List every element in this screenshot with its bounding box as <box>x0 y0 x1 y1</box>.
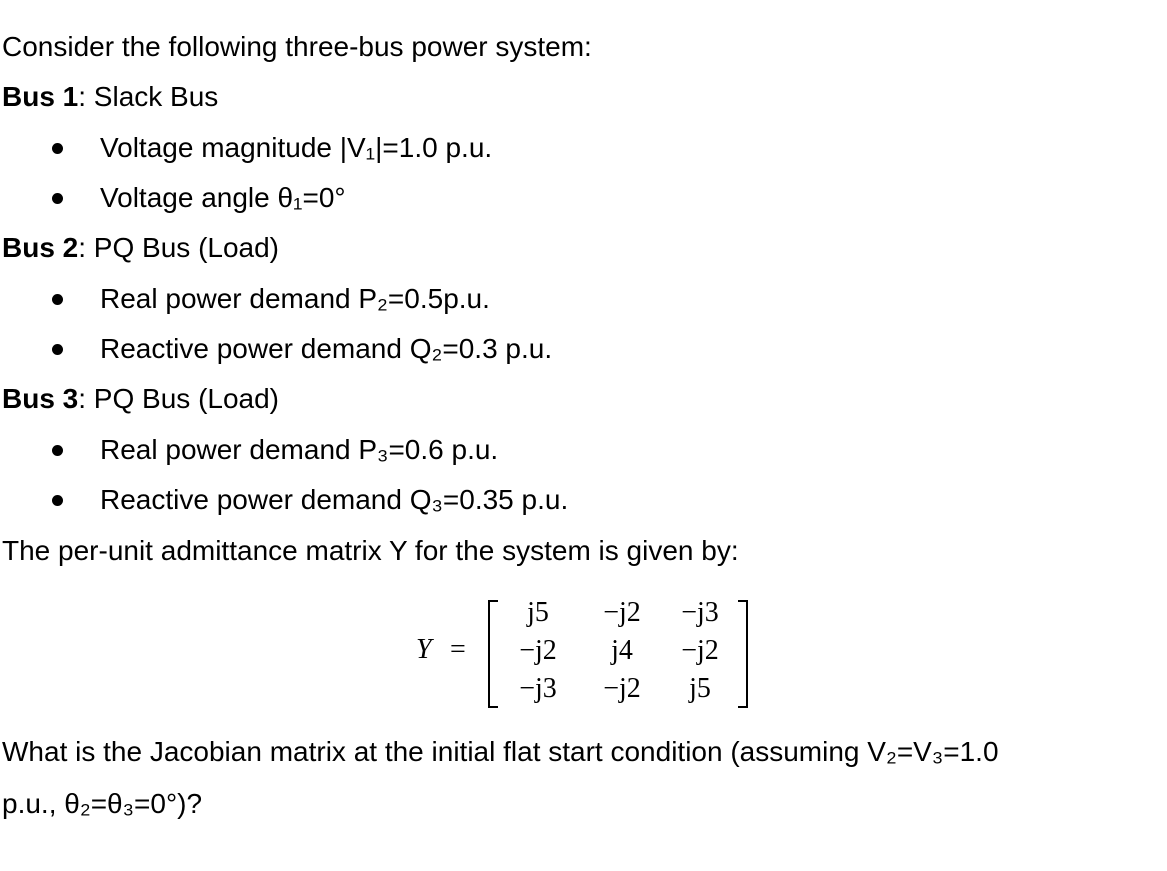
bus3-desc: : PQ Bus (Load) <box>78 383 280 414</box>
question-line-1: What is the Jacobian matrix at the initial flat start condition (assuming V₂=V₃=1.0 <box>2 736 999 767</box>
bus2-label: Bus 2 <box>2 232 79 263</box>
bus2-bullet-2: Reactive power demand Q₂=0.3 p.u. <box>100 333 553 364</box>
bullet-icon <box>52 344 63 355</box>
matrix-cell-1-2: −j2 <box>603 597 641 628</box>
matrix-cell-1-1: j5 <box>527 597 549 628</box>
matrix-cell-2-2: j4 <box>611 635 633 666</box>
admittance-matrix <box>410 590 770 710</box>
bus1-desc: : Slack Bus <box>78 81 219 112</box>
bullet-icon <box>52 193 63 204</box>
matrix-cell-1-3: −j3 <box>681 597 719 628</box>
matrix-cell-3-2: −j2 <box>603 673 641 704</box>
bus1-bullet-1: Voltage magnitude |V₁|=1.0 p.u. <box>100 132 493 163</box>
admittance-intro: The per-unit admittance matrix Y for the system is given by: <box>2 535 739 566</box>
bus3-bullet-2: Reactive power demand Q₃=0.35 p.u. <box>100 484 569 515</box>
bus2-heading <box>2 231 279 265</box>
matrix-cell-2-3: −j2 <box>681 635 719 666</box>
bus1-bullet-2: Voltage angle θ₁=0° <box>100 182 346 213</box>
left-bracket <box>488 600 498 708</box>
intro-text: Consider the following three-bus power system: <box>2 31 592 62</box>
bullet-icon <box>52 294 63 305</box>
bus2-bullet-1: Real power demand P₂=0.5p.u. <box>100 283 490 314</box>
bullet-icon <box>52 445 63 456</box>
bullet-icon <box>52 143 63 154</box>
matrix-equals: = <box>450 634 466 665</box>
bus3-heading <box>2 382 279 416</box>
bus3-label: Bus 3 <box>2 383 79 414</box>
question-line-2: p.u., θ₂=θ₃=0°)? <box>2 788 203 819</box>
bus1-label: Bus 1 <box>2 81 79 112</box>
matrix-cell-2-1: −j2 <box>519 635 557 666</box>
matrix-cell-3-1: −j3 <box>519 673 557 704</box>
bus2-desc: : PQ Bus (Load) <box>78 232 280 263</box>
bus3-bullet-1: Real power demand P₃=0.6 p.u. <box>100 434 499 465</box>
matrix-cell-3-3: j5 <box>689 673 711 704</box>
bus1-heading <box>2 80 218 114</box>
bullet-icon <box>52 495 63 506</box>
matrix-lhs: Y <box>416 634 432 665</box>
